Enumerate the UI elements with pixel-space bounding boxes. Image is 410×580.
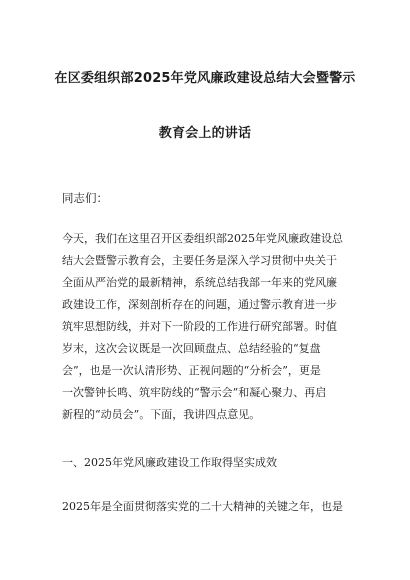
salutation: 同志们： (62, 191, 108, 205)
paragraph-1-line: 政建设工作，深刻剖析存在的问题，通过警示教育进一步 (62, 298, 337, 311)
paragraph-1-line: 新程的“动员会”。下面，我讲四点意见。 (62, 408, 261, 421)
paragraph-1-line: 全面从严治党的最新精神，系统总结我部一年来的党风廉 (62, 276, 337, 289)
paragraph-1-line: 筑牢思想防线，并对下一阶段的工作进行研究部署。时值 (62, 320, 337, 333)
paragraph-1-line: 一次警钟长鸣、筑牢防线的“警示会”和凝心聚力、再启 (62, 386, 327, 399)
document-title-line-2: 教育会上的讲话 (158, 126, 252, 141)
document-title-line-1: 在区委组织部2025年党风廉政建设总结大会暨警示 (54, 71, 356, 86)
paragraph-1-line: 岁末，这次会议既是一次回顾盘点、总结经验的“复盘 (62, 342, 321, 355)
paragraph-1-line: 结大会暨警示教育会，主要任务是深入学习贯彻中央关于 (62, 254, 337, 267)
paragraph-1 (62, 228, 358, 426)
paragraph-1-line: 会”，也是一次认清形势、正视问题的“分析会”，更是 (62, 364, 321, 377)
paragraph-2-first-line: 2025年是全面贯彻落实党的二十大精神的关键之年，也是 (62, 500, 343, 513)
paragraph-1-line: 今天，我们在这里召开区委组织部2025年党风廉政建设总 (62, 232, 343, 245)
section-heading-1: 一、2025年党风廉政建设工作取得坚实成效 (62, 456, 277, 469)
